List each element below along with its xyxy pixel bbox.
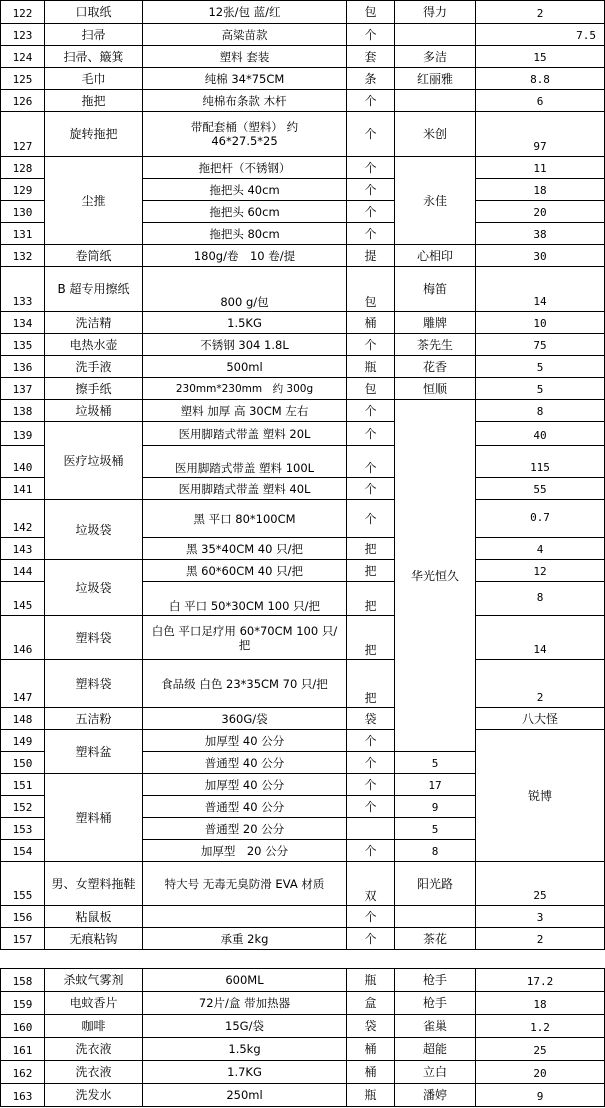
product-price: 14: [476, 616, 605, 660]
product-price: 12: [476, 560, 605, 582]
product-name: 垃圾桶: [45, 400, 143, 422]
row-number: 127: [1, 112, 45, 157]
table-row: [1, 312, 605, 334]
product-spec: 医用脚踏式带盖 塑料 100L: [143, 446, 347, 478]
product-price: 8: [476, 582, 605, 616]
row-number: 145: [1, 582, 45, 616]
product-unit: 个: [347, 446, 395, 478]
row-number: 159: [1, 992, 45, 1015]
row-number: 133: [1, 267, 45, 312]
product-spec: 白色 平口足疗用 60*70CM 100 只/把: [143, 616, 347, 660]
product-price: 55: [476, 478, 605, 500]
table-row: [1, 906, 605, 928]
product-spec: 高粱苗款: [143, 24, 347, 46]
product-unit: 个: [347, 796, 395, 818]
product-brand: 多洁: [395, 46, 476, 68]
product-spec: 普通型 20 公分: [143, 818, 347, 840]
product-spec: 特大号 无毒无臭防滑 EVA 材质: [143, 862, 347, 906]
product-price: 25: [476, 862, 605, 906]
product-unit: 桶: [347, 312, 395, 334]
row-number: 130: [1, 201, 45, 223]
product-price: 1.2: [476, 1015, 605, 1038]
row-number: 142: [1, 500, 45, 538]
row-number: 155: [1, 862, 45, 906]
product-name: 垃圾袋: [45, 560, 143, 616]
product-unit: 个: [347, 928, 395, 950]
product-unit: 包: [347, 378, 395, 400]
product-price: 11: [476, 157, 605, 179]
product-name: 拖把: [45, 90, 143, 112]
product-name: 医疗垃圾桶: [45, 422, 143, 500]
table-row: [1, 1061, 605, 1084]
product-price: 38: [476, 223, 605, 245]
row-number: 157: [1, 928, 45, 950]
product-unit: 包: [347, 267, 395, 312]
product-price: 18: [476, 179, 605, 201]
product-price: 30: [476, 245, 605, 267]
product-spec: [143, 906, 347, 928]
product-name: 洗洁精: [45, 312, 143, 334]
product-spec: 12张/包 蓝/红: [143, 1, 347, 24]
product-brand: 茶花: [395, 928, 476, 950]
row-number: 151: [1, 774, 45, 796]
product-name: 卷筒纸: [45, 245, 143, 267]
product-unit: 个: [347, 906, 395, 928]
product-spec: 普通型 40 公分: [143, 752, 347, 774]
product-brand: 茶先生: [395, 334, 476, 356]
product-unit: 包: [347, 1, 395, 24]
table-row: [1, 660, 605, 708]
table-row: [1, 245, 605, 267]
product-spec: 塑料 加厚 高 30CM 左右: [143, 400, 347, 422]
product-brand: 米创: [395, 112, 476, 157]
product-name: 咖啡: [45, 1015, 143, 1038]
product-spec: 600ML: [143, 969, 347, 992]
product-price: 8: [476, 400, 605, 422]
product-price: 5: [395, 818, 476, 840]
row-number: 134: [1, 312, 45, 334]
product-name: 洗发水: [45, 1084, 143, 1107]
product-unit: 瓶: [347, 356, 395, 378]
table-row: [1, 68, 605, 90]
product-price: 6: [476, 90, 605, 112]
product-price: 2: [476, 928, 605, 950]
product-unit: 双: [347, 862, 395, 906]
product-spec: 白 平口 50*30CM 100 只/把: [143, 582, 347, 616]
row-number: 135: [1, 334, 45, 356]
product-unit: 个: [347, 500, 395, 538]
product-price: 17: [395, 774, 476, 796]
table-row: [1, 112, 605, 157]
row-number: 126: [1, 90, 45, 112]
product-spec: 黑 35*40CM 40 只/把: [143, 538, 347, 560]
product-unit: 提: [347, 245, 395, 267]
product-unit: 桶: [347, 1038, 395, 1061]
product-price: 25: [476, 1038, 605, 1061]
product-name: 口取纸: [45, 1, 143, 24]
product-unit: 条: [347, 68, 395, 90]
row-number: 123: [1, 24, 45, 46]
product-spec: 15G/袋: [143, 1015, 347, 1038]
product-spec: 承重 2kg: [143, 928, 347, 950]
product-price: 3: [476, 906, 605, 928]
product-name: 无痕粘钩: [45, 928, 143, 950]
product-spec: 加厚型 40 公分: [143, 730, 347, 752]
product-name: 洗手液: [45, 356, 143, 378]
product-brand: 雕牌: [395, 312, 476, 334]
product-spec: 360G/袋: [143, 708, 347, 730]
table-row: [1, 1015, 605, 1038]
product-unit: 袋: [347, 708, 395, 730]
row-number: 138: [1, 400, 45, 422]
row-number: 161: [1, 1038, 45, 1061]
row-number: 149: [1, 730, 45, 752]
product-unit: 袋: [347, 1015, 395, 1038]
product-brand: 心相印: [395, 245, 476, 267]
table-row: [1, 500, 605, 538]
table-row: [1, 730, 605, 752]
product-name: 粘鼠板: [45, 906, 143, 928]
product-unit: 把: [347, 538, 395, 560]
product-name: 洗衣液: [45, 1061, 143, 1084]
row-number: 160: [1, 1015, 45, 1038]
product-brand: [395, 906, 476, 928]
product-brand: 恒顺: [395, 378, 476, 400]
product-brand: 得力: [395, 1, 476, 24]
table-row: [1, 422, 605, 446]
product-unit: 把: [347, 560, 395, 582]
product-spec: 加厚型 40 公分: [143, 774, 347, 796]
row-number: 136: [1, 356, 45, 378]
product-name: 五洁粉: [45, 708, 143, 730]
product-unit: 个: [347, 24, 395, 46]
product-brand: 锐博: [476, 730, 605, 862]
row-number: 140: [1, 446, 45, 478]
product-name: 塑料桶: [45, 774, 143, 862]
product-price: 20: [476, 201, 605, 223]
product-name: 扫帚: [45, 24, 143, 46]
product-name: 毛巾: [45, 68, 143, 90]
product-name: 杀蚊气雾剂: [45, 969, 143, 992]
product-spec: 1.5KG: [143, 312, 347, 334]
row-number: 139: [1, 422, 45, 446]
product-brand: 华光恒久: [395, 400, 476, 752]
table-row: [1, 616, 605, 660]
product-price: 2: [476, 1, 605, 24]
product-name: 塑料袋: [45, 660, 143, 708]
product-unit: 个: [347, 774, 395, 796]
product-spec: 250ml: [143, 1084, 347, 1107]
table-row: [1, 334, 605, 356]
product-spec: 普通型 40 公分: [143, 796, 347, 818]
product-spec: 800 g/包: [143, 267, 347, 312]
product-brand: 阳光路: [395, 862, 476, 906]
row-number: 153: [1, 818, 45, 840]
product-price: 75: [476, 334, 605, 356]
product-unit: 个: [347, 752, 395, 774]
product-spec: 不锈钢 304 1.8L: [143, 334, 347, 356]
product-price: 10: [476, 312, 605, 334]
table-row: [1, 1038, 605, 1061]
product-spec: 180g/卷 10 卷/提: [143, 245, 347, 267]
table-row: [1, 400, 605, 422]
product-unit: 个: [347, 730, 395, 752]
row-number: 146: [1, 616, 45, 660]
product-unit: 把: [347, 582, 395, 616]
row-number: 122: [1, 1, 45, 24]
table-row: [1, 1084, 605, 1107]
table-row: [1, 560, 605, 582]
table-row: [1, 928, 605, 950]
product-brand: 八大怪: [476, 708, 605, 730]
product-spec: 拖把杆（不锈钢）: [143, 157, 347, 179]
table-row: [1, 46, 605, 68]
row-number: 163: [1, 1084, 45, 1107]
product-name: 垃圾袋: [45, 500, 143, 560]
product-spec: 72片/盒 带加热器: [143, 992, 347, 1015]
product-spec: 黑 平口 80*100CM: [143, 500, 347, 538]
product-brand: 永佳: [395, 157, 476, 245]
row-number: 141: [1, 478, 45, 500]
row-number: 132: [1, 245, 45, 267]
row-number: 125: [1, 68, 45, 90]
row-number: 128: [1, 157, 45, 179]
product-spec: 拖把头 40cm: [143, 179, 347, 201]
product-spec: 拖把头 60cm: [143, 201, 347, 223]
product-brand: 花香: [395, 356, 476, 378]
product-brand: 枪手: [395, 992, 476, 1015]
row-number: 129: [1, 179, 45, 201]
product-brand: 潘婷: [395, 1084, 476, 1107]
row-number: 158: [1, 969, 45, 992]
product-unit: 把: [347, 616, 395, 660]
row-number: 143: [1, 538, 45, 560]
product-price: 18: [476, 992, 605, 1015]
table-row: [1, 90, 605, 112]
product-brand: 红丽雅: [395, 68, 476, 90]
row-number: 144: [1, 560, 45, 582]
product-price: 15: [476, 46, 605, 68]
product-unit: 个: [347, 422, 395, 446]
table-row: [1, 1, 605, 24]
product-unit: 个: [347, 840, 395, 862]
table-row: [1, 378, 605, 400]
product-unit: 瓶: [347, 1084, 395, 1107]
product-price: 5: [395, 752, 476, 774]
product-price: 7.5: [476, 24, 605, 46]
row-number: 152: [1, 796, 45, 818]
product-spec: 拖把头 80cm: [143, 223, 347, 245]
product-unit: 套: [347, 46, 395, 68]
product-price: 5: [476, 378, 605, 400]
product-unit: 个: [347, 201, 395, 223]
product-brand: [395, 90, 476, 112]
product-brand: 立白: [395, 1061, 476, 1084]
product-brand: 超能: [395, 1038, 476, 1061]
product-unit: 个: [347, 157, 395, 179]
table-row: [1, 992, 605, 1015]
product-unit: 瓶: [347, 969, 395, 992]
product-spec: 纯棉布条款 木杆: [143, 90, 347, 112]
product-price: 9: [476, 1084, 605, 1107]
product-name: 扫帚、簸箕: [45, 46, 143, 68]
product-unit: 个: [347, 478, 395, 500]
product-brand: 雀巢: [395, 1015, 476, 1038]
table-row: [1, 708, 605, 730]
row-number: 131: [1, 223, 45, 245]
product-unit: 个: [347, 334, 395, 356]
table-row: [1, 157, 605, 179]
product-name: 男、女塑料拖鞋: [45, 862, 143, 906]
product-unit: 把: [347, 660, 395, 708]
product-unit: 个: [347, 223, 395, 245]
table-row: [1, 24, 605, 46]
row-number: 147: [1, 660, 45, 708]
product-unit: 个: [347, 179, 395, 201]
product-unit: 盒: [347, 992, 395, 1015]
product-price: 8: [395, 840, 476, 862]
product-name: 电热水壶: [45, 334, 143, 356]
table-row: [1, 969, 605, 992]
product-unit: [347, 818, 395, 840]
product-unit: 个: [347, 400, 395, 422]
product-spec: 加厚型 20 公分: [143, 840, 347, 862]
table-row: [1, 267, 605, 312]
product-unit: 个: [347, 112, 395, 157]
product-price: 115: [476, 446, 605, 478]
product-brand: [395, 24, 476, 46]
product-price: 2: [476, 660, 605, 708]
product-price: 17.2: [476, 969, 605, 992]
product-spec: 医用脚踏式带盖 塑料 40L: [143, 478, 347, 500]
table-row: [1, 862, 605, 906]
product-price: 97: [476, 112, 605, 157]
product-brand: 梅笛: [395, 267, 476, 312]
product-price: 9: [395, 796, 476, 818]
row-number: 137: [1, 378, 45, 400]
product-spec: 1.7KG: [143, 1061, 347, 1084]
product-name: 旋转拖把: [45, 112, 143, 157]
product-table-part2: [0, 968, 605, 1107]
product-price: 40: [476, 422, 605, 446]
product-spec: 纯棉 34*75CM: [143, 68, 347, 90]
row-number: 148: [1, 708, 45, 730]
product-price: 14: [476, 267, 605, 312]
row-number: 150: [1, 752, 45, 774]
product-name: 塑料袋: [45, 616, 143, 660]
product-name: 塑料盆: [45, 730, 143, 774]
product-spec: 1.5kg: [143, 1038, 347, 1061]
product-price: 0.7: [476, 500, 605, 538]
product-spec: 医用脚踏式带盖 塑料 20L: [143, 422, 347, 446]
table-row: [1, 356, 605, 378]
product-name: 擦手纸: [45, 378, 143, 400]
product-unit: 个: [347, 90, 395, 112]
product-price: 8.8: [476, 68, 605, 90]
product-price: 20: [476, 1061, 605, 1084]
product-name: B 超专用擦纸: [45, 267, 143, 312]
product-name: 电蚊香片: [45, 992, 143, 1015]
row-number: 124: [1, 46, 45, 68]
product-price: 5: [476, 356, 605, 378]
product-name: 洗衣液: [45, 1038, 143, 1061]
product-brand: 枪手: [395, 969, 476, 992]
row-number: 162: [1, 1061, 45, 1084]
product-spec: 食品级 白色 23*35CM 70 只/把: [143, 660, 347, 708]
product-spec: 塑料 套装: [143, 46, 347, 68]
product-price: 4: [476, 538, 605, 560]
product-name: 尘推: [45, 157, 143, 245]
row-number: 156: [1, 906, 45, 928]
product-spec: 230mm*230mm 约 300g: [143, 378, 347, 400]
product-spec: 带配套桶（塑料） 约 46*27.5*25: [143, 112, 347, 157]
product-unit: 桶: [347, 1061, 395, 1084]
row-number: 154: [1, 840, 45, 862]
product-spec: 黑 60*60CM 40 只/把: [143, 560, 347, 582]
product-spec: 500ml: [143, 356, 347, 378]
